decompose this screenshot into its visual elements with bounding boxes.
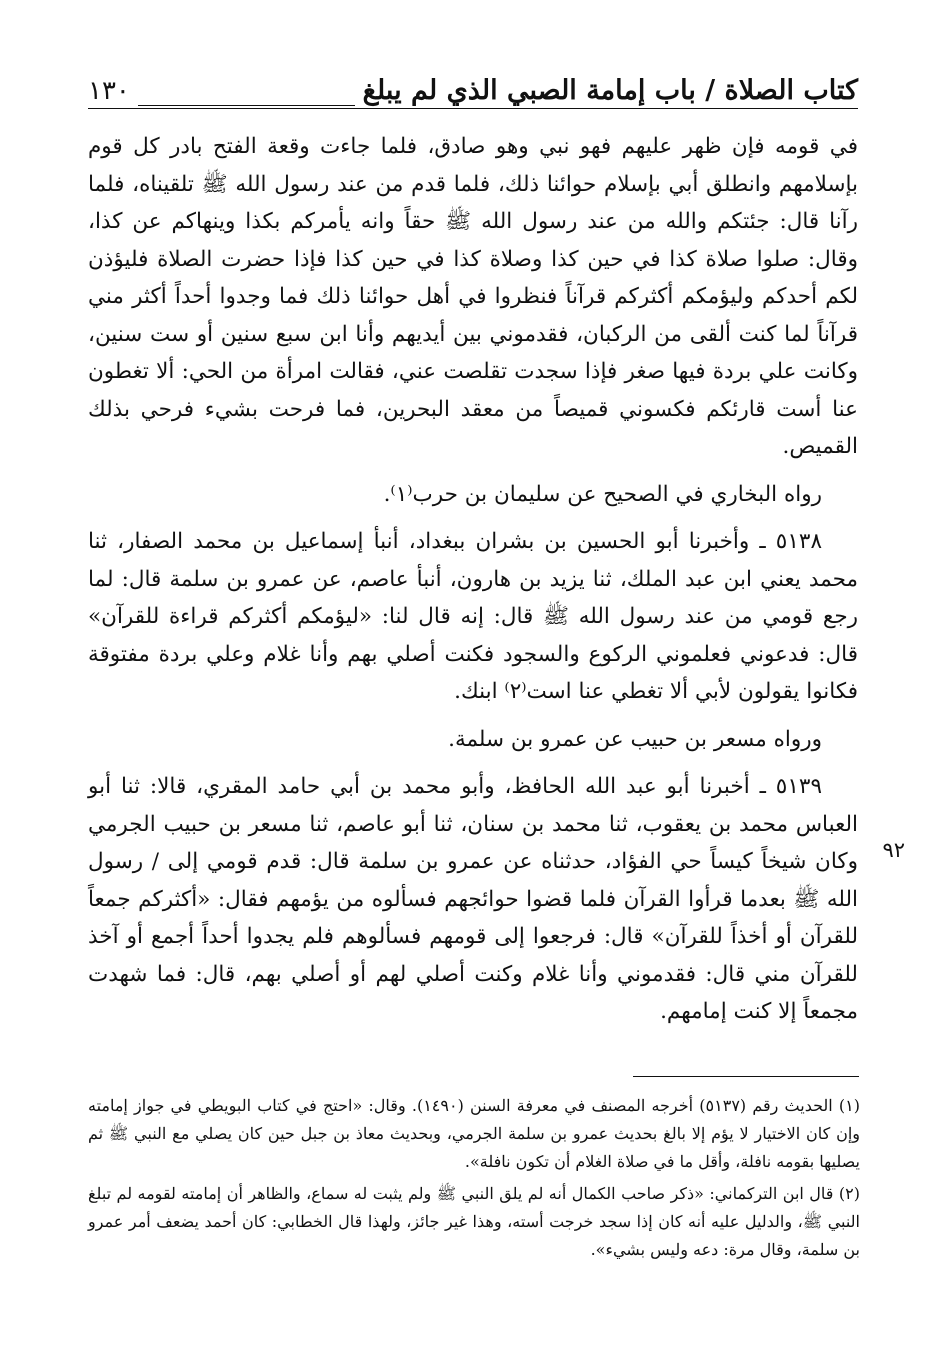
paragraph-bukhari-note: رواه البخاري في الصحيح عن سليمان بن حرب⁽١⁾.: [383, 481, 822, 507]
paragraph-hadith-5139: ٥١٣٩ ـ أخبرنا أبو عبد الله الحافظ، وأبو محمد بن أبي حامد المقري، قالا: ثنا أبو العباس محمد بن يعقوب، ثنا محمد بن سنان، ثنا أبو عاصم، ثنا مسعر بن حبيب الجرمي وكان شيخاً كيساً حي الفؤاد، حدثناه عن عمرو بن سلمة قال: قدم قومي إلى / رسول الله ﷺ بعدما قرأوا القرآن فلما قضوا حوائجهم فسألوه من يؤمهم فقال: «أكثركم جمعاً للقرآن أو أخذاً للقرآن» قال: فرجعوا إلى قومهم فسألوهم فلم يجدوا أحداً أجمع أو آخذ للقرآن مني قال: فقدموني وأنا غلام وكنت أصلي لهم أو أصلي بهم، قال: فما شهدت مجمعاً إلا كنت إمامهم.: [88, 774, 858, 1024]
chapter-title: كتاب الصلاة / باب إمامة الصبي الذي لم يبلغ: [362, 75, 858, 106]
paragraph-hadith-continuation: في قومه فإن ظهر عليهم فهو نبي وهو صادق، فلما جاءت وقعة الفتح بادر كل قوم بإسلامهم وانطلق أبي بإسلام حوائنا ذلك، فلما قدم من عند رسول الله ﷺ تلقيناه، فلما رآنا قال: جئتكم والله من عند رسول الله ﷺ حقاً وانه يأمركم بكذا وينهاكم عن كذا، وقال: صلوا صلاة كذا في حين كذا وصلاة كذا في حين كذا فإذا حضرت الصلاة فليؤذن لكم أحدكم وليؤمكم أكثركم قرآناً فنظروا في أهل حوائنا ذلك فما وجدوا أحداً أكثر مني قرآناً لما كنت ألقى من الركبان، فقدموني بين أيديهم وأنا ابن سبع سنين أو ست سنين، وكانت علي بردة فيها صغر فإذا سجدت تقلصت عني، فقالت امرأة من الحي: ألا تغطون عنا أست قارئكم فكسوني قميصاً من معقد البحرين، فما فرحت بشيء فرحي بذلك القميص.: [88, 134, 858, 459]
page-number: ١٣٠: [88, 76, 130, 106]
header-divider: [88, 108, 858, 109]
header-dash-rule: [138, 83, 355, 106]
footnote-1: (١) الحديث رقم (٥١٣٧) أخرجه المصنف في معرفة السنن (١٤٩٠). وقال: «احتج في كتاب البويطي في جواز إمامته وإن كان الاختيار لا يؤم إلا بالغ بحديث عمرو بن سلمة الجرمي، وبحديث معاذ بن جبل حين كان يصلي مع النبي ﷺ ثم يصليها بقومه نافلة، وأقل ما في صلاة الغلام أن تكون نافلة».: [88, 1096, 861, 1171]
footnote-2: (٢) قال ابن التركماني: «ذكر صاحب الكمال أنه لم يلق النبي ﷺ ولم يثبت له سماع، والظاهر أن إمامته لقومه لم تبلغ النبي ﷺ، والدليل عليه أنه كان إذا سجد خرجت أسته، وهذا غير جائز، ولهذا قال الخطابي: كان أحمد يضعف أمر عمرو بن سلمة، وقال مرة: دعه وليس بشيء».: [88, 1184, 861, 1259]
paragraph-misar-note: ورواه مسعر بن حبيب عن عمرو بن سلمة.: [448, 726, 822, 752]
running-header: [88, 66, 858, 106]
paragraph-hadith-5138: ٥١٣٨ ـ وأخبرنا أبو الحسين بن بشران ببغداد، أنبأ إسماعيل بن محمد الصفار، ثنا محمد يعني ابن عبد الملك، ثنا يزيد بن هارون، أنبأ عاصم، عن عمرو بن سلمة قال: لما رجع قومي من عند رسول الله ﷺ قال: إنه قال لنا: «ليؤمكم أكثركم قراءة للقرآن» قال: فدعوني فعلموني الركوع والسجود فكنت أصلي بهم وأنا غلام وعلي بردة مفتوقة فكانوا يقولون لأبي ألا تغطي عنا است⁽٢⁾ ابنك.: [88, 529, 858, 704]
main-text: [88, 128, 858, 1031]
footnotes: [88, 1092, 860, 1264]
manuscript-page-marker: ٩٢: [882, 838, 905, 862]
footnote-divider: [633, 1076, 859, 1077]
